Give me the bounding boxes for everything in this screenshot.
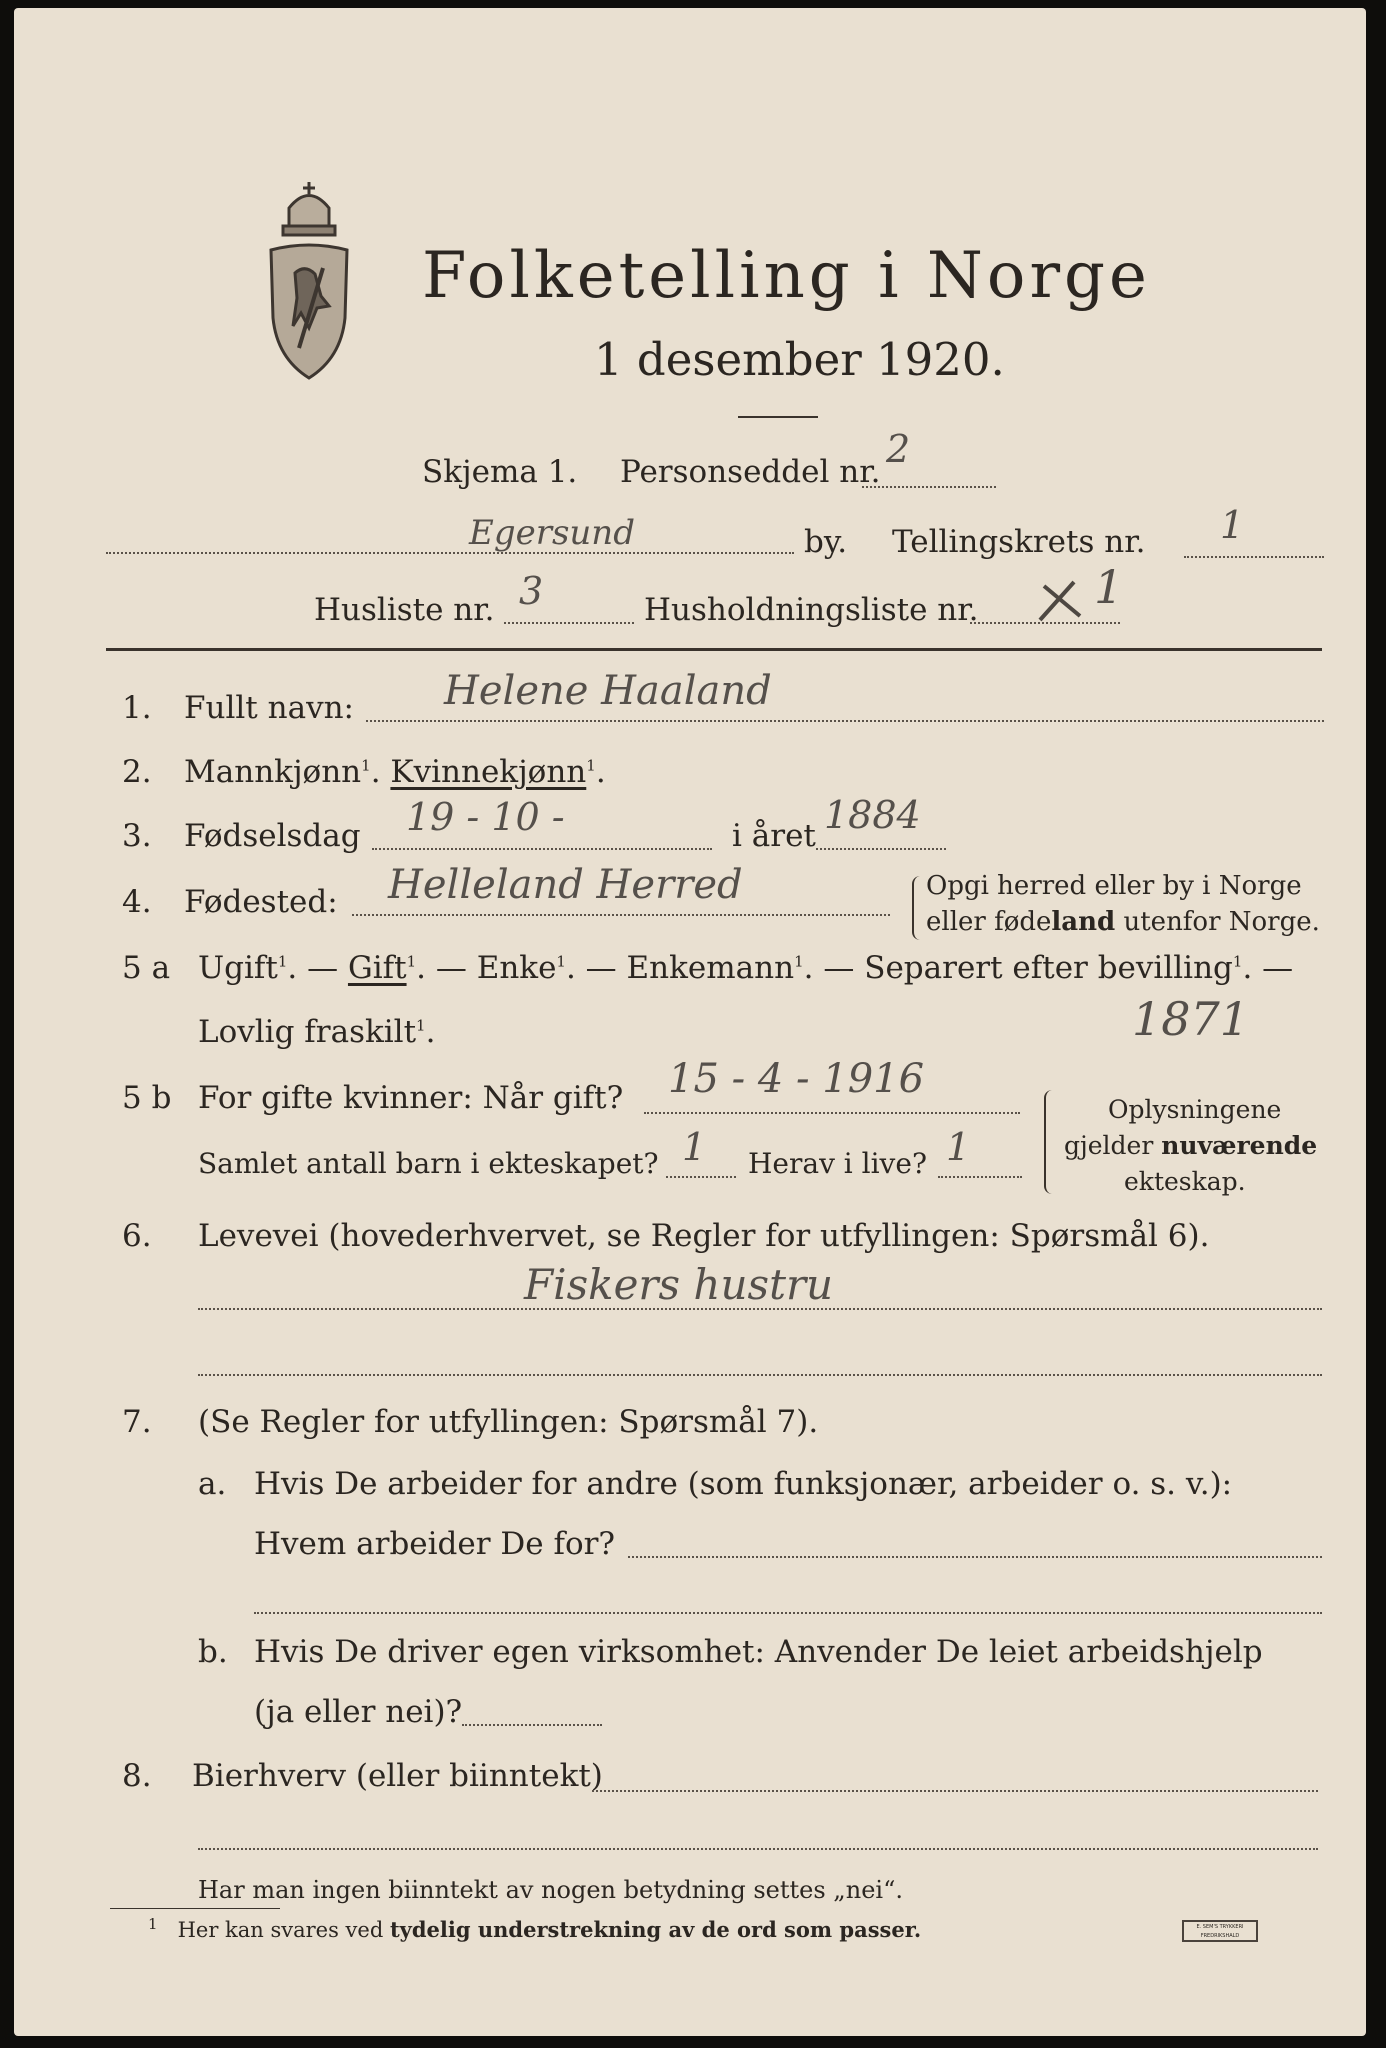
- gift-option[interactable]: Gift: [347, 950, 407, 986]
- q5b-label1: For gifte kvinner: Når gift?: [198, 1080, 624, 1116]
- printer-stamp: E. SEM'S TRYKKERI FREDRIKSHALD: [1182, 1920, 1258, 1942]
- q7-label: (Se Regler for utfyllingen: Spørsmål 7).: [198, 1404, 819, 1440]
- q5a-options-line2: Lovlig fraskilt$^1$.: [198, 1014, 436, 1050]
- q4-brace: [912, 876, 920, 940]
- fraskilt-option[interactable]: Lovlig fraskilt: [198, 1014, 417, 1050]
- skjema-label: Skjema 1.: [422, 454, 578, 490]
- q5b-note1: Oplysningene: [1108, 1095, 1282, 1124]
- q5b-line3: [938, 1176, 1022, 1178]
- q4-label: Fødested:: [184, 884, 338, 920]
- personseddel-line: [862, 486, 996, 488]
- enke-option[interactable]: Enke: [476, 950, 557, 986]
- q5a-number: 5 a: [122, 950, 171, 986]
- q8-number: 8.: [122, 1758, 152, 1794]
- q7a-text: Hvis De arbeider for andre (som funksjonær, arbeider o. s. v.):: [254, 1466, 1233, 1502]
- q3-year-label: i året: [732, 818, 816, 854]
- footer-note: Har man ingen biinntekt av nogen betydning settes „nei“.: [198, 1876, 903, 1904]
- personseddel-value[interactable]: 2: [886, 427, 911, 471]
- norwegian-coat-of-arms-icon: [259, 178, 359, 383]
- by-label: by.: [804, 524, 848, 560]
- q1-line: [366, 720, 1324, 722]
- q5b-value2[interactable]: 1: [682, 1125, 707, 1169]
- q2-options: Mannkjønn$^1$. Kvinnekjønn$^1$.: [184, 754, 606, 790]
- q8-label: Bierhverv (eller biinntekt): [192, 1758, 603, 1794]
- footnote: $^1$ Her kan svares ved tydelig understrekning av de ord som passer.: [148, 1915, 922, 1942]
- q4-note-line1: Opgi herred eller by i Norge: [926, 871, 1302, 901]
- header-rule: [106, 648, 1322, 651]
- q7b-line: [462, 1724, 602, 1726]
- q5b-value1[interactable]: 15 - 4 - 1916: [668, 1056, 925, 1102]
- by-line: [106, 552, 794, 554]
- form-title: Folketelling i Norge: [422, 239, 1151, 313]
- q7b-text: Hvis De driver egen virksomhet: Anvender De leiet arbeidshjelp: [254, 1634, 1263, 1670]
- separert-option[interactable]: Separert efter bevilling: [864, 950, 1233, 986]
- title-divider: [738, 416, 818, 418]
- q3-day-line: [372, 848, 712, 850]
- q5b-line2: [666, 1176, 736, 1178]
- husliste-value[interactable]: 3: [519, 569, 544, 613]
- q4-value[interactable]: Helleland Herred: [388, 862, 743, 908]
- margin-note-year: 1871: [1132, 992, 1250, 1046]
- kvinnekjonn-option[interactable]: Kvinnekjønn: [390, 754, 587, 790]
- footnote-rule: [110, 1908, 280, 1909]
- q4-number: 4.: [122, 884, 152, 920]
- q3-year-line: [816, 848, 946, 850]
- q6-value[interactable]: Fiskers hustru: [524, 1260, 834, 1309]
- tellingskrets-label: Tellingskrets nr.: [892, 524, 1146, 560]
- q6-number: 6.: [122, 1218, 152, 1254]
- husholdning-value[interactable]: 1: [1094, 560, 1124, 614]
- q4-note-line2: eller fødeland utenfor Norge.: [926, 907, 1320, 937]
- q7a-line1: [628, 1556, 1322, 1558]
- q7a-letter: a.: [198, 1466, 227, 1502]
- q5b-line1: [644, 1112, 1020, 1114]
- q5b-number: 5 b: [122, 1080, 172, 1116]
- q1-value[interactable]: Helene Haaland: [444, 668, 772, 714]
- q3-label: Fødselsdag: [184, 818, 361, 854]
- q3-value[interactable]: 19 - 10 -: [406, 795, 565, 839]
- husholdning-label: Husholdningsliste nr.: [644, 592, 979, 628]
- q5b-note3: ekteskap.: [1124, 1167, 1246, 1196]
- form-date: 1 desember 1920.: [594, 333, 1005, 386]
- q5b-value3[interactable]: 1: [946, 1125, 971, 1169]
- q8-line2: [198, 1848, 1318, 1850]
- q5b-note2: gjelder nuværende: [1064, 1131, 1318, 1160]
- q7b-question: (ja eller nei)?: [254, 1694, 463, 1730]
- q1-label: Fullt navn:: [184, 690, 354, 726]
- q7b-letter: b.: [198, 1634, 228, 1670]
- tellingskrets-line: [1184, 556, 1324, 558]
- q3-year-value[interactable]: 1884: [824, 793, 921, 837]
- census-form-sheet: [14, 8, 1366, 2036]
- q6-line2: [198, 1374, 1322, 1376]
- crossed-out-mark-icon: [1034, 576, 1084, 626]
- q1-number: 1.: [122, 690, 152, 726]
- mannkjonn-option[interactable]: Mannkjønn: [184, 754, 362, 790]
- q8-line1: [592, 1790, 1318, 1792]
- q7a-question: Hvem arbeider De for?: [254, 1526, 616, 1562]
- tellingskrets-value[interactable]: 1: [1220, 503, 1245, 547]
- personseddel-label: Personseddel nr.: [620, 454, 881, 490]
- ugift-option[interactable]: Ugift: [198, 950, 278, 986]
- by-value[interactable]: Egersund: [469, 513, 635, 553]
- q7-number: 7.: [122, 1404, 152, 1440]
- q6-line1: [198, 1308, 1322, 1310]
- q5b-brace: [1044, 1090, 1054, 1194]
- q5b-label2: Samlet antall barn i ekteskapet?: [198, 1147, 659, 1180]
- q3-number: 3.: [122, 818, 152, 854]
- q5a-options: Ugift$^1$. — Gift$^1$. — Enke$^1$. — Enkemann$^1$. — Separert efter bevilling$^1$. —: [198, 950, 1294, 986]
- q5b-label3: Herav i live?: [748, 1147, 927, 1180]
- enkemann-option[interactable]: Enkemann: [626, 950, 795, 986]
- husliste-label: Husliste nr.: [314, 592, 495, 628]
- q7a-line2: [254, 1612, 1322, 1614]
- q6-label: Levevei (hovederhvervet, se Regler for utfyllingen: Spørsmål 6).: [198, 1218, 1210, 1254]
- q2-number: 2.: [122, 754, 152, 790]
- husliste-line: [504, 622, 634, 624]
- q4-line: [352, 914, 890, 916]
